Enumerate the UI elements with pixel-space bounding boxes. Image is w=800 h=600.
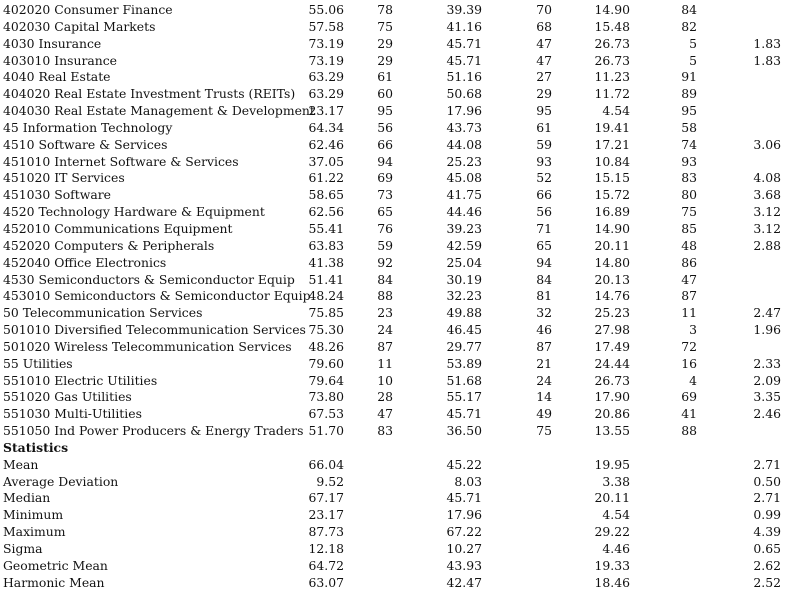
value-1: 63.29 [308,69,344,85]
value-1: 37.05 [308,153,344,169]
industry-name: 4040 Real Estate [3,69,111,85]
value-1: 57.58 [308,18,344,34]
rank-2: 14 [536,389,552,405]
rank-1: 94 [377,153,393,169]
rank-2: 52 [536,170,552,186]
value-3: 17.49 [594,338,630,354]
rank-2: 27 [536,69,552,85]
value-1: 41.38 [308,254,344,270]
value-3: 10.84 [594,153,630,169]
value-4: 2.47 [753,305,781,321]
statistics-row [0,541,800,558]
value-2: 39.39 [446,2,482,17]
rank-1: 24 [377,322,393,338]
value-2: 53.89 [446,355,482,371]
rank-2: 81 [536,288,552,304]
stat-value-2: 17.96 [446,507,482,523]
statistics-header-row [0,440,800,457]
value-1: 79.64 [308,372,344,388]
stat-value-3: 19.33 [594,557,630,573]
value-1: 23.17 [308,103,344,119]
rank-2: 71 [536,220,552,236]
value-2: 45.71 [446,35,482,51]
rank-1: 60 [377,86,393,102]
value-2: 51.68 [446,372,482,388]
rank-3: 82 [681,18,697,34]
rank-2: 84 [536,271,552,287]
value-4: 3.68 [753,187,781,203]
rank-1: 83 [377,423,393,439]
industry-name: 4520 Technology Hardware & Equipment [3,204,265,220]
table-row [0,19,800,36]
industry-name: 451010 Internet Software & Services [3,153,239,169]
value-4: 2.46 [753,406,781,422]
statistic-name: Minimum [3,507,64,523]
statistic-name: Median [3,490,51,506]
stat-value-4: 2.71 [753,456,781,472]
rank-1: 11 [377,355,393,371]
rank-3: 3 [689,322,697,338]
value-3: 15.72 [594,187,630,203]
stat-value-2: 10.27 [446,541,482,556]
industry-name: 452010 Communications Equipment [3,220,233,236]
value-3: 27.98 [594,322,630,338]
value-2: 17.96 [446,103,482,119]
data-table [0,2,800,592]
table-row [0,339,800,356]
value-1: 48.24 [308,288,344,304]
table-row [0,373,800,390]
rank-1: 10 [377,372,393,388]
stat-value-4: 0.65 [753,541,781,556]
stat-value-2: 43.93 [446,557,482,573]
rank-3: 11 [681,305,697,321]
rank-2: 49 [536,406,552,422]
stat-value-1: 67.17 [308,490,344,506]
table-row [0,322,800,339]
value-1: 79.60 [308,355,344,371]
rank-2: 75 [536,423,552,439]
value-1: 51.70 [308,423,344,439]
value-3: 26.73 [594,35,630,51]
rank-2: 87 [536,338,552,354]
rank-3: 47 [681,271,697,287]
stat-value-1: 12.18 [308,541,344,556]
rank-2: 93 [536,153,552,169]
value-2: 41.16 [446,18,482,34]
value-3: 19.41 [594,119,630,135]
rank-1: 56 [377,119,393,135]
industry-name: 551050 Ind Power Producers & Energy Traders [3,423,304,439]
value-2: 45.71 [446,52,482,68]
table-row [0,288,800,305]
rank-3: 89 [681,86,697,102]
value-4: 2.88 [753,237,781,253]
rank-3: 86 [681,254,697,270]
industry-name: 402020 Consumer Finance [3,2,173,17]
industry-name: 45 Information Technology [3,119,173,135]
stat-value-3: 18.46 [594,574,630,590]
table-row [0,170,800,187]
value-4: 3.12 [753,204,781,220]
value-2: 46.45 [446,322,482,338]
industry-name: 501010 Diversified Telecommunication Services [3,322,306,338]
stat-value-4: 2.71 [753,490,781,506]
value-3: 17.90 [594,389,630,405]
value-2: 43.73 [446,119,482,135]
rank-2: 66 [536,187,552,203]
value-3: 14.90 [594,220,630,236]
statistics-row [0,490,800,507]
statistics-rows [0,457,800,592]
value-3: 11.23 [594,69,630,85]
stat-value-2: 8.03 [454,473,482,489]
statistic-name: Mean [3,456,39,472]
rank-3: 72 [681,338,697,354]
rank-3: 4 [689,372,697,388]
rank-3: 5 [689,52,697,68]
industry-name: 551030 Multi-Utilities [3,406,142,422]
stat-value-2: 45.71 [446,490,482,506]
table-row [0,69,800,86]
value-3: 13.55 [594,423,630,439]
stat-value-1: 9.52 [316,473,344,489]
rank-2: 61 [536,119,552,135]
rank-1: 28 [377,389,393,405]
value-2: 32.23 [446,288,482,304]
value-1: 51.41 [308,271,344,287]
rank-2: 47 [536,52,552,68]
rank-3: 5 [689,35,697,51]
table-row [0,389,800,406]
rank-1: 66 [377,136,393,152]
table-row [0,53,800,70]
statistics-row [0,575,800,592]
value-4: 1.96 [753,322,781,338]
rank-2: 70 [536,2,552,17]
value-2: 45.08 [446,170,482,186]
industry-name: 452040 Office Electronics [3,254,167,270]
rank-3: 16 [681,355,697,371]
rank-2: 56 [536,204,552,220]
table-row [0,423,800,440]
table-row [0,120,800,137]
value-3: 11.72 [594,86,630,102]
rank-1: 65 [377,204,393,220]
value-2: 41.75 [446,187,482,203]
value-1: 63.83 [308,237,344,253]
rank-1: 73 [377,187,393,203]
stat-value-4: 0.99 [753,507,781,523]
value-4: 2.33 [753,355,781,371]
value-1: 55.06 [308,2,344,17]
table-row [0,356,800,373]
rank-3: 84 [681,2,697,17]
value-3: 20.13 [594,271,630,287]
value-3: 16.89 [594,204,630,220]
rank-1: 87 [377,338,393,354]
table-row [0,204,800,221]
statistic-name: Sigma [3,541,43,556]
table-row [0,255,800,272]
industry-rows [0,2,800,440]
value-2: 44.46 [446,204,482,220]
value-1: 64.34 [308,119,344,135]
industry-name: 551020 Gas Utilities [3,389,132,405]
rank-1: 84 [377,271,393,287]
value-1: 73.19 [308,52,344,68]
statistics-row [0,457,800,474]
value-4: 3.12 [753,220,781,236]
value-1: 58.65 [308,187,344,203]
value-1: 62.56 [308,204,344,220]
industry-name: 551010 Electric Utilities [3,372,158,388]
rank-1: 92 [377,254,393,270]
industry-name: 4530 Semiconductors & Semiconductor Equip [3,271,295,287]
value-3: 4.54 [602,103,630,119]
rank-2: 32 [536,305,552,321]
value-3: 20.11 [594,237,630,253]
rank-3: 75 [681,204,697,220]
rank-3: 48 [681,237,697,253]
value-3: 14.90 [594,2,630,17]
rank-2: 95 [536,103,552,119]
industry-name: 501020 Wireless Telecommunication Services [3,338,292,354]
rank-3: 41 [681,406,697,422]
value-4: 1.83 [753,35,781,51]
industry-name: 451020 IT Services [3,170,125,186]
value-2: 45.71 [446,406,482,422]
statistics-row [0,507,800,524]
stat-value-1: 64.72 [308,557,344,573]
value-4: 3.35 [753,389,781,405]
stat-value-3: 20.11 [594,490,630,506]
rank-3: 58 [681,119,697,135]
stat-value-1: 66.04 [308,456,344,472]
statistic-name: Average Deviation [3,473,119,489]
table-row [0,86,800,103]
value-2: 36.50 [446,423,482,439]
value-3: 26.73 [594,372,630,388]
industry-name: 402030 Capital Markets [3,18,156,34]
table-row [0,272,800,289]
rank-3: 85 [681,220,697,236]
rank-2: 65 [536,237,552,253]
rank-1: 61 [377,69,393,85]
rank-3: 91 [681,69,697,85]
stat-value-3: 19.95 [594,456,630,472]
stat-value-4: 0.50 [753,473,781,489]
table-row [0,406,800,423]
statistics-row [0,474,800,491]
value-2: 25.23 [446,153,482,169]
industry-name: 4510 Software & Services [3,136,168,152]
value-1: 73.19 [308,35,344,51]
value-2: 44.08 [446,136,482,152]
rank-2: 29 [536,86,552,102]
value-1: 75.85 [308,305,344,321]
rank-3: 80 [681,187,697,203]
value-3: 14.76 [594,288,630,304]
table-row [0,221,800,238]
industry-name: 404020 Real Estate Investment Trusts (REITs) [3,86,296,102]
rank-2: 94 [536,254,552,270]
value-2: 49.88 [446,305,482,321]
statistic-name: Harmonic Mean [3,574,105,590]
stat-value-4: 4.39 [753,524,781,540]
value-1: 75.30 [308,322,344,338]
value-3: 20.86 [594,406,630,422]
rank-2: 68 [536,18,552,34]
industry-name: 55 Utilities [3,355,73,371]
rank-1: 47 [377,406,393,422]
table-row [0,2,800,19]
stat-value-3: 4.54 [602,507,630,523]
stat-value-1: 87.73 [308,524,344,540]
rank-3: 93 [681,153,697,169]
value-2: 50.68 [446,86,482,102]
rank-3: 74 [681,136,697,152]
value-1: 48.26 [308,338,344,354]
table-row [0,103,800,120]
industry-name: 453010 Semiconductors & Semiconductor Equip [3,288,311,304]
industry-name: 4030 Insurance [3,35,102,51]
value-3: 25.23 [594,305,630,321]
stat-value-2: 42.47 [446,574,482,590]
value-3: 24.44 [594,355,630,371]
rank-2: 24 [536,372,552,388]
rank-3: 83 [681,170,697,186]
table-row [0,187,800,204]
value-1: 62.46 [308,136,344,152]
rank-1: 95 [377,103,393,119]
value-2: 55.17 [446,389,482,405]
value-3: 15.48 [594,18,630,34]
value-1: 73.80 [308,389,344,405]
value-3: 14.80 [594,254,630,270]
industry-name: 50 Telecommunication Services [3,305,203,321]
value-1: 63.29 [308,86,344,102]
industry-name: 404030 Real Estate Management & Development [3,103,315,119]
table-row [0,238,800,255]
value-1: 61.22 [308,170,344,186]
rank-1: 76 [377,220,393,236]
rank-3: 87 [681,288,697,304]
industry-name: 452020 Computers & Peripherals [3,237,215,253]
rank-1: 78 [377,2,393,17]
value-3: 26.73 [594,52,630,68]
value-1: 55.41 [308,220,344,236]
rank-2: 47 [536,35,552,51]
value-4: 1.83 [753,52,781,68]
stat-value-3: 4.46 [602,541,630,556]
rank-2: 21 [536,355,552,371]
stat-value-2: 67.22 [446,524,482,540]
value-1: 67.53 [308,406,344,422]
rank-1: 69 [377,170,393,186]
rank-1: 59 [377,237,393,253]
value-4: 3.06 [753,136,781,152]
stat-value-2: 45.22 [446,456,482,472]
value-2: 25.04 [446,254,482,270]
table-row [0,36,800,53]
rank-1: 29 [377,35,393,51]
value-2: 30.19 [446,271,482,287]
statistics-row [0,558,800,575]
stat-value-3: 3.38 [602,473,630,489]
stat-value-1: 63.07 [308,574,344,590]
value-2: 51.16 [446,69,482,85]
industry-name: 451030 Software [3,187,112,203]
rank-3: 88 [681,423,697,439]
rank-1: 75 [377,18,393,34]
value-3: 15.15 [594,170,630,186]
rank-1: 88 [377,288,393,304]
statistic-name: Maximum [3,524,66,540]
rank-3: 69 [681,389,697,405]
value-2: 29.77 [446,338,482,354]
value-3: 17.21 [594,136,630,152]
table-row [0,137,800,154]
stat-value-4: 2.62 [753,557,781,573]
value-2: 42.59 [446,237,482,253]
statistics-label: Statistics [3,439,69,455]
value-4: 2.09 [753,372,781,388]
value-4: 4.08 [753,170,781,186]
rank-2: 59 [536,136,552,152]
table-row [0,305,800,322]
statistics-row [0,524,800,541]
rank-2: 46 [536,322,552,338]
value-2: 39.23 [446,220,482,236]
statistic-name: Geometric Mean [3,557,108,573]
stat-value-3: 29.22 [594,524,630,540]
rank-1: 23 [377,305,393,321]
rank-3: 95 [681,103,697,119]
industry-name: 403010 Insurance [3,52,118,68]
rank-1: 29 [377,52,393,68]
table-row [0,154,800,171]
stat-value-1: 23.17 [308,507,344,523]
stat-value-4: 2.52 [753,574,781,590]
